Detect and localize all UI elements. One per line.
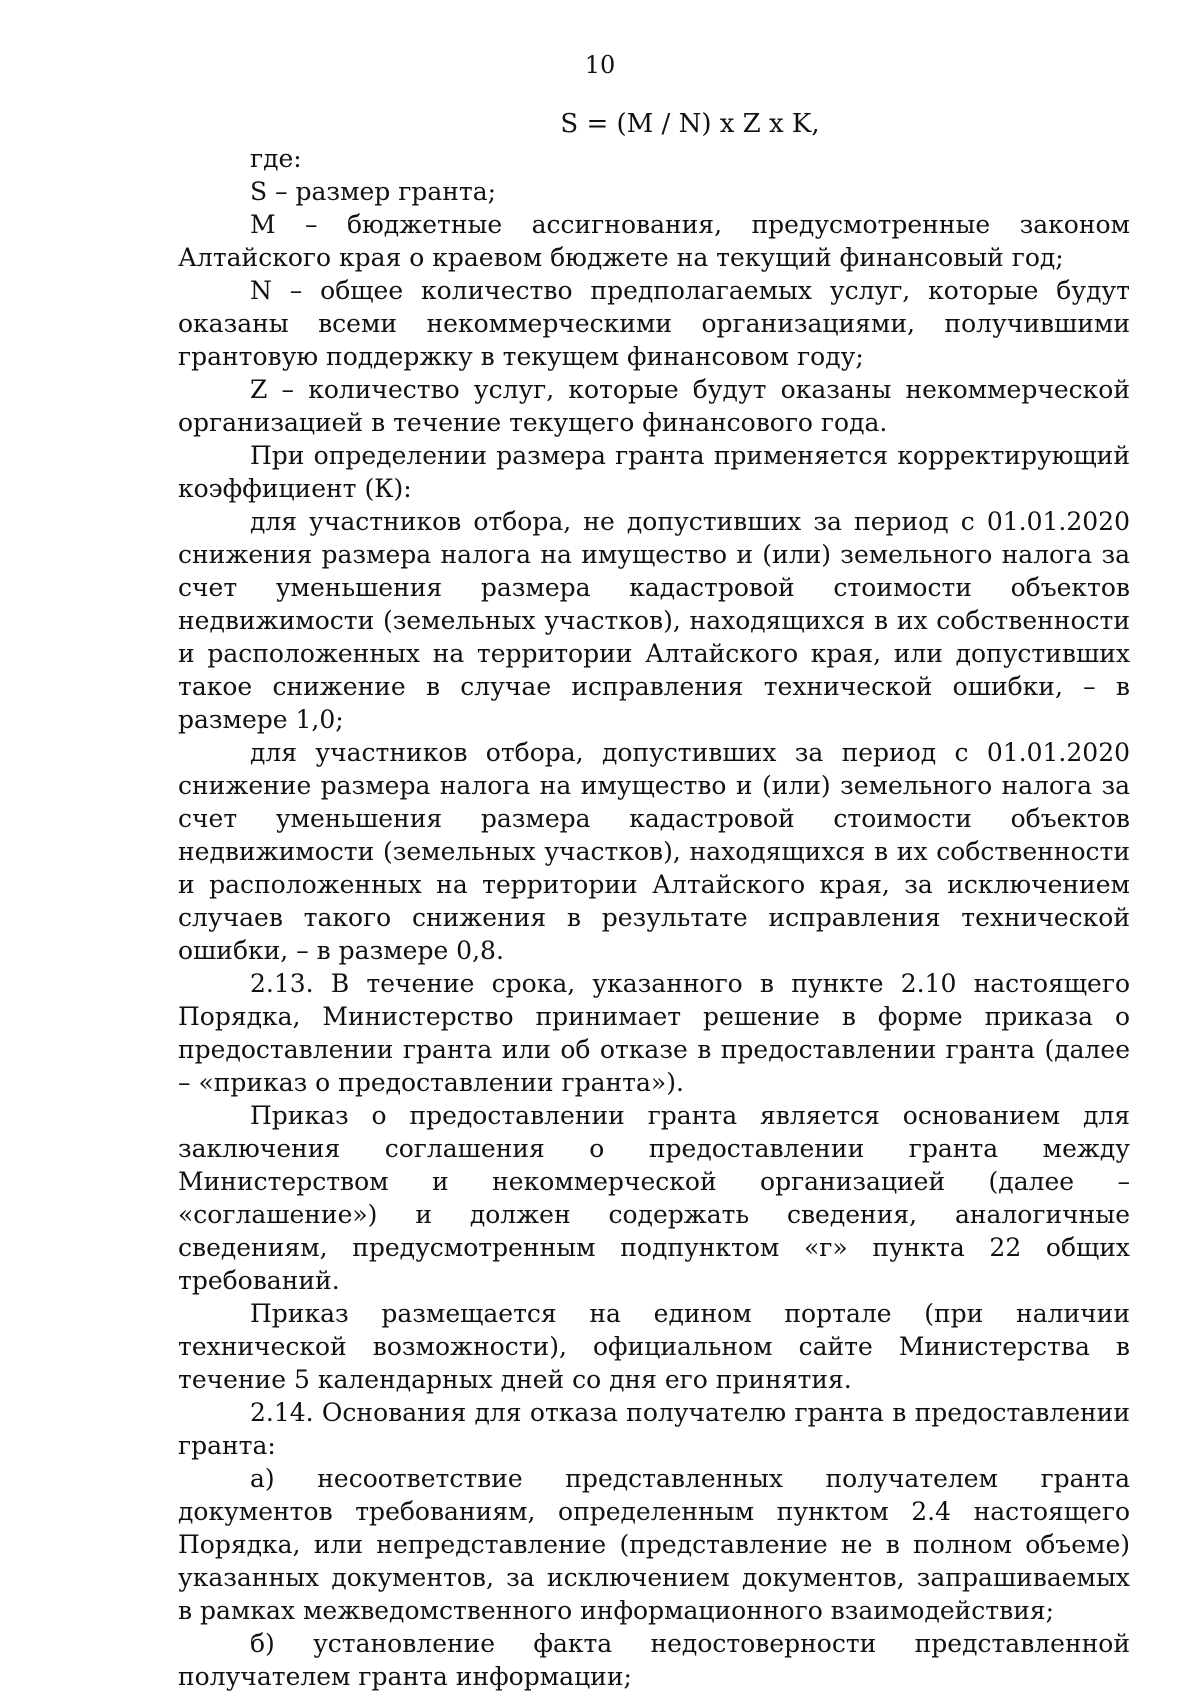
paragraph-definition-z: Z – количество услуг, которые будут оказаны некоммерческой организацией в течение текущего финансового года. [178,375,1130,437]
grant-formula: S = (M / N) x Z x K, [560,109,820,139]
paragraph-coefficient-1-0: для участников отбора, не допустивших за период с 01.01.2020 снижения размера налога на имущество и (или) земельного налога за счет уменьшения размера кадастровой стоимости объектов недвижимости (земельных участков), находящихся в их собственности и расположенных на территории Алтайского края, или допустивших такое снижение в случае исправления технической ошибки, – в размере 1,0; [178,507,1130,734]
paragraph-reason-b: б) установление факта недостоверности представленной получателем гранта информации; [178,1629,1130,1691]
paragraph-reason-a: а) несоответствие представленных получателем гранта документов требованиям, определенным пунктом 2.4 настоящего Порядка, или непредставление (представление не в полном объеме) указанных документов, за исключением документов, запрашиваемых в рамках межведомственного информационного взаимодействия; [178,1464,1130,1625]
paragraph-definition-s: S – размер гранта; [250,177,497,206]
document-body [178,142,1130,1693]
paragraph-where: где: [250,144,302,173]
paragraph-definition-n: N – общее количество предполагаемых услуг, которые будут оказаны всеми некоммерческими организациями, получившими грантовую поддержку в текущем финансовом году; [178,276,1130,371]
paragraph-coefficient-0-8: для участников отбора, допустивших за период с 01.01.2020 снижение размера налога на имущество и (или) земельного налога за счет уменьшения размера кадастровой стоимости объектов недвижимости (земельных участков), находящихся в их собственности и расположенных на территории Алтайского края, за исключением случаев такого снижения в результате исправления технической ошибки, – в размере 0,8. [178,738,1130,965]
paragraph-order-publication: Приказ размещается на едином портале (при наличии технической возможности), официальном сайте Министерства в течение 5 календарных дней со дня его принятия. [178,1299,1130,1394]
paragraph-coefficient-intro: При определении размера гранта применяется корректирующий коэффициент (К): [178,441,1130,503]
paragraph-order-basis: Приказ о предоставлении гранта является основанием для заключения соглашения о предоставлении гранта между Министерством и некоммерческой организацией (далее – «соглашение») и должен содержать сведения, аналогичные сведениям, предусмотренным подпунктом «г» пункта 22 общих требований. [178,1101,1130,1295]
paragraph-definition-m: M – бюджетные ассигнования, предусмотренные законом Алтайского края о краевом бюджете на текущий финансовый год; [178,210,1130,272]
page-number: 10 [584,51,616,79]
paragraph-2-14: 2.14. Основания для отказа получателю гранта в предоставлении гранта: [178,1398,1130,1460]
paragraph-2-13: 2.13. В течение срока, указанного в пункте 2.10 настоящего Порядка, Министерство принимает решение в форме приказа о предоставлении гранта или об отказе в предоставлении гранта (далее – «приказ о предоставлении гранта»). [178,969,1130,1097]
